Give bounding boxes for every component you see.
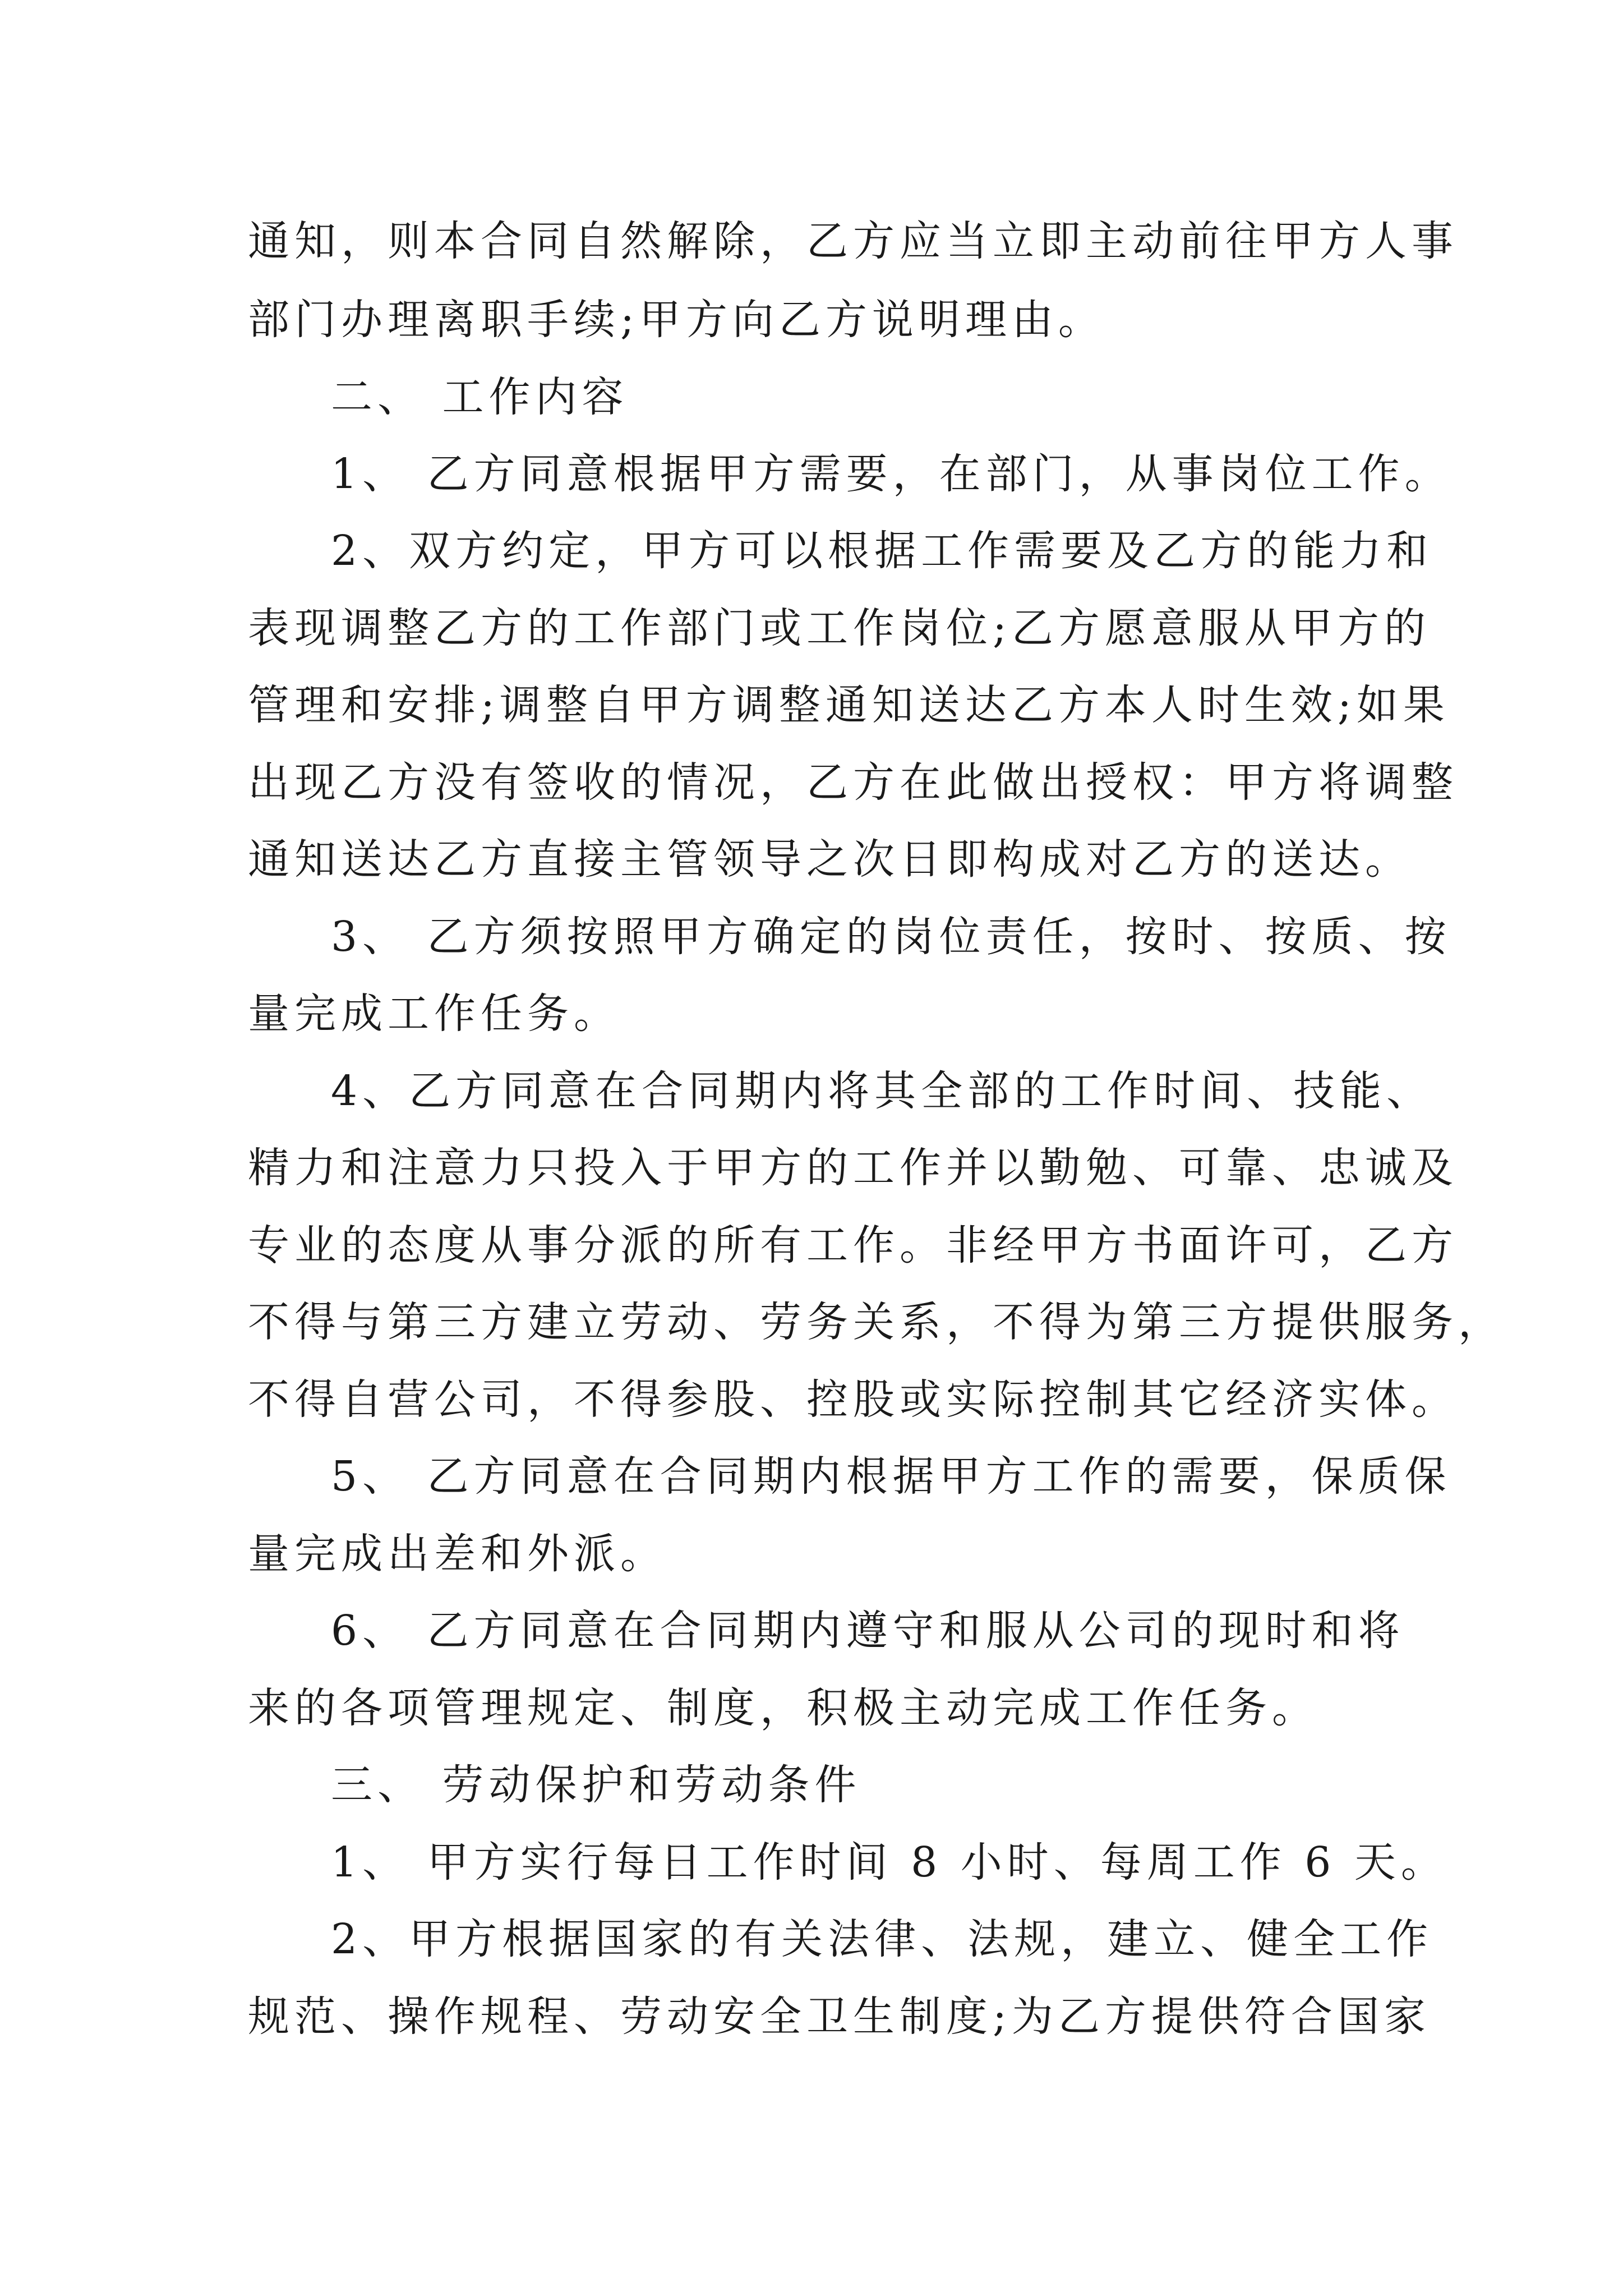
paragraph-line: 量完成出差和外派。 xyxy=(248,1530,667,1578)
paragraph-line: 4、乙方同意在合同期内将其全部的工作时间、技能、 xyxy=(331,1067,1433,1115)
paragraph-line: 不得自营公司，不得参股、控股或实际控制其它经济实体。 xyxy=(248,1375,1458,1424)
section-heading: 三、 劳动保护和劳动条件 xyxy=(331,1761,861,1809)
paragraph-line: 部门办理离职手续;甲方向乙方说明理由。 xyxy=(248,296,1105,344)
paragraph-line: 1、 甲方实行每日工作时间 8 小时、每周工作 6 天。 xyxy=(331,1838,1447,1887)
paragraph-line: 量完成工作任务。 xyxy=(248,990,620,1038)
paragraph-line: 管理和安排;调整自甲方调整通知送达乙方本人时生效;如果 xyxy=(248,681,1450,729)
paragraph-line: 2、甲方根据国家的有关法律、法规，建立、健全工作 xyxy=(331,1915,1433,1963)
paragraph-line: 精力和注意力只投入于甲方的工作并以勤勉、可靠、忠诚及 xyxy=(248,1144,1458,1192)
paragraph-line: 不得与第三方建立劳动、劳务关系，不得为第三方提供服务， xyxy=(248,1298,1505,1346)
paragraph-line: 通知送达乙方直接主管领导之次日即构成对乙方的送达。 xyxy=(248,835,1412,884)
paragraph-line: 专业的态度从事分派的所有工作。非经甲方书面许可，乙方 xyxy=(248,1221,1458,1269)
paragraph-line: 5、 乙方同意在合同期内根据甲方工作的需要，保质保 xyxy=(331,1452,1451,1501)
paragraph-line: 来的各项管理规定、制度，积极主动完成工作任务。 xyxy=(248,1684,1318,1732)
paragraph-line: 6、 乙方同意在合同期内遵守和服从公司的现时和将 xyxy=(331,1607,1405,1655)
paragraph-line: 3、 乙方须按照甲方确定的岗位责任，按时、按质、按 xyxy=(331,913,1451,961)
paragraph-line: 规范、操作规程、劳动安全卫生制度;为乙方提供符合国家 xyxy=(248,1993,1431,2041)
paragraph-line: 通知，则本合同自然解除，乙方应当立即主动前往甲方人事 xyxy=(248,217,1458,265)
paragraph-line: 表现调整乙方的工作部门或工作岗位;乙方愿意服从甲方的 xyxy=(248,604,1431,652)
paragraph-line: 出现乙方没有签收的情况，乙方在此做出授权：甲方将调整 xyxy=(248,758,1458,807)
section-heading: 二、 工作内容 xyxy=(331,373,629,421)
paragraph-line: 1、 乙方同意根据甲方需要，在部门，从事岗位工作。 xyxy=(331,450,1451,498)
paragraph-line: 2、双方约定，甲方可以根据工作需要及乙方的能力和 xyxy=(331,527,1433,575)
